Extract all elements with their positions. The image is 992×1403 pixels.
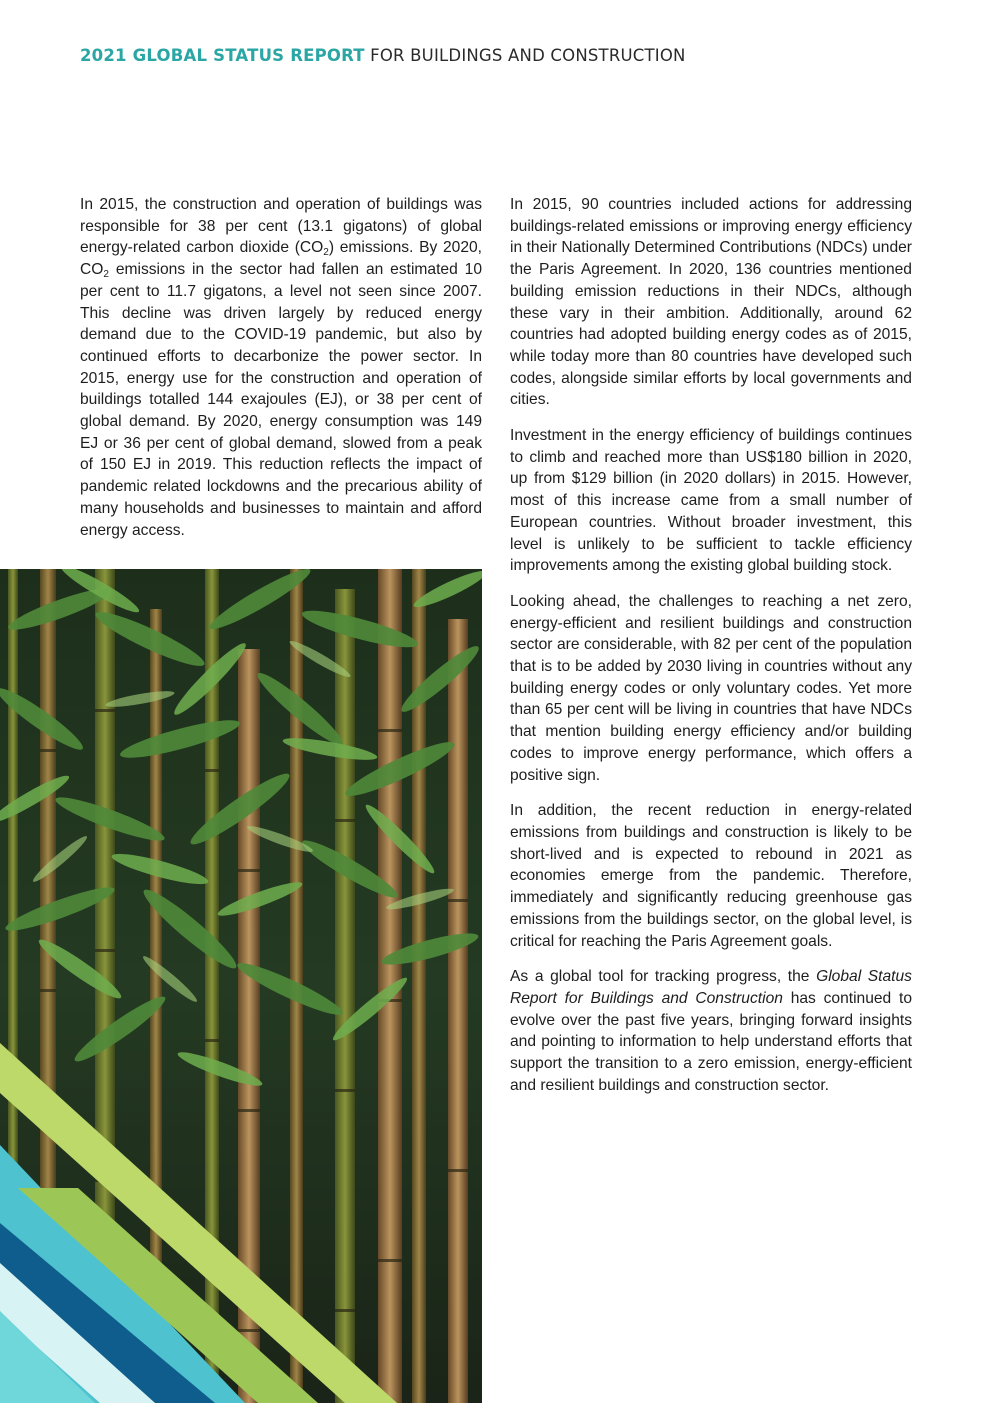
paragraph-investment: Investment in the energy efficiency of buildings continues to climb and reached more than US$180 billion in 2020, up from $129 billion (in 2020 dollars) in 2015. However, most of this increase came from a small number of European countries. Without broader investment, this level is unlikely to be sufficient to tackle efficiency improvements among the existing global building stock. bbox=[510, 427, 912, 575]
paragraph-rebound: In addition, the recent reduction in energy-related emissions from buildings and construction is likely to be short-lived and is expected to rebound in 2021 as economies emerge from the pandemic. Therefore, immediately and significantly reducing greenhouse gas emissions from the buildings sector, on the global level, is critical for reaching the Paris Agreement goals. bbox=[510, 802, 912, 950]
right-column bbox=[510, 194, 912, 1110]
paragraph-global-tool: As a global tool for tracking progress, the Global Status Report for Buildings and Construction has continued to evolve over the past five years, bringing forward insights and pointing to information to help understand efforts that support the transition to a zero emission, energy-efficient and resilient buildings and construction sector. bbox=[510, 968, 913, 1094]
paragraph-challenges: Looking ahead, the challenges to reaching a net zero, energy-efficient and resilient buildings and construction sector are considerable, with 82 per cent of the population that is to be added by 2030 living in countries without any building energy codes or only voluntary codes. Yet more than 65 per cent will be living in countries that have NDCs that mention building energy efficiency and/or building codes to improve energy performance, which offers a positive sign. bbox=[510, 592, 912, 784]
paragraph-emissions-overview: In 2015, the construction and operation of buildings was responsible for 38 per cent (13.1 gigatons) of global energy-related carbon dioxide $(CO_2)$ emissions. By 2020, $CO_2$ emissions in the sector had fallen an estimated 10 per cent to 11.7 gigatons, a level not seen since 2007. This decline was driven largely by reduced energy demand due to the COVID-19 pandemic, but also by continued efforts to decarbonize the power sector. In 2015, energy use for the construction and operation of buildings totalled 144 exajoules (EJ), or 38 per cent of global demand. By 2020, energy consumption was 149 EJ or 36 per cent of global demand, slowed from a peak of 150 EJ in 2019. This reduction reflects the impact of pandemic related lockdowns and the precarious ability of many households and businesses to maintain and afford energy access. bbox=[80, 196, 482, 539]
header-report-title: 2021 GLOBAL STATUS REPORT bbox=[80, 46, 365, 65]
left-column bbox=[80, 194, 482, 555]
bamboo-photo bbox=[0, 569, 482, 1403]
running-header bbox=[80, 46, 686, 65]
header-report-subtitle: FOR BUILDINGS AND CONSTRUCTION bbox=[370, 46, 686, 65]
paragraph-ndcs: In 2015, 90 countries included actions for addressing buildings-related emissions or improving energy efficiency in their Nationally Determined Contributions (NDCs) under the Paris Agreement. In 2020, 136 countries mentioned building emission reductions in their NDCs, although these vary in their ambition. Additionally, around 62 countries had adopted building energy codes as of 2015, while today more than 80 countries have developed such codes, alongside similar efforts by local governments and cities. bbox=[510, 196, 912, 409]
